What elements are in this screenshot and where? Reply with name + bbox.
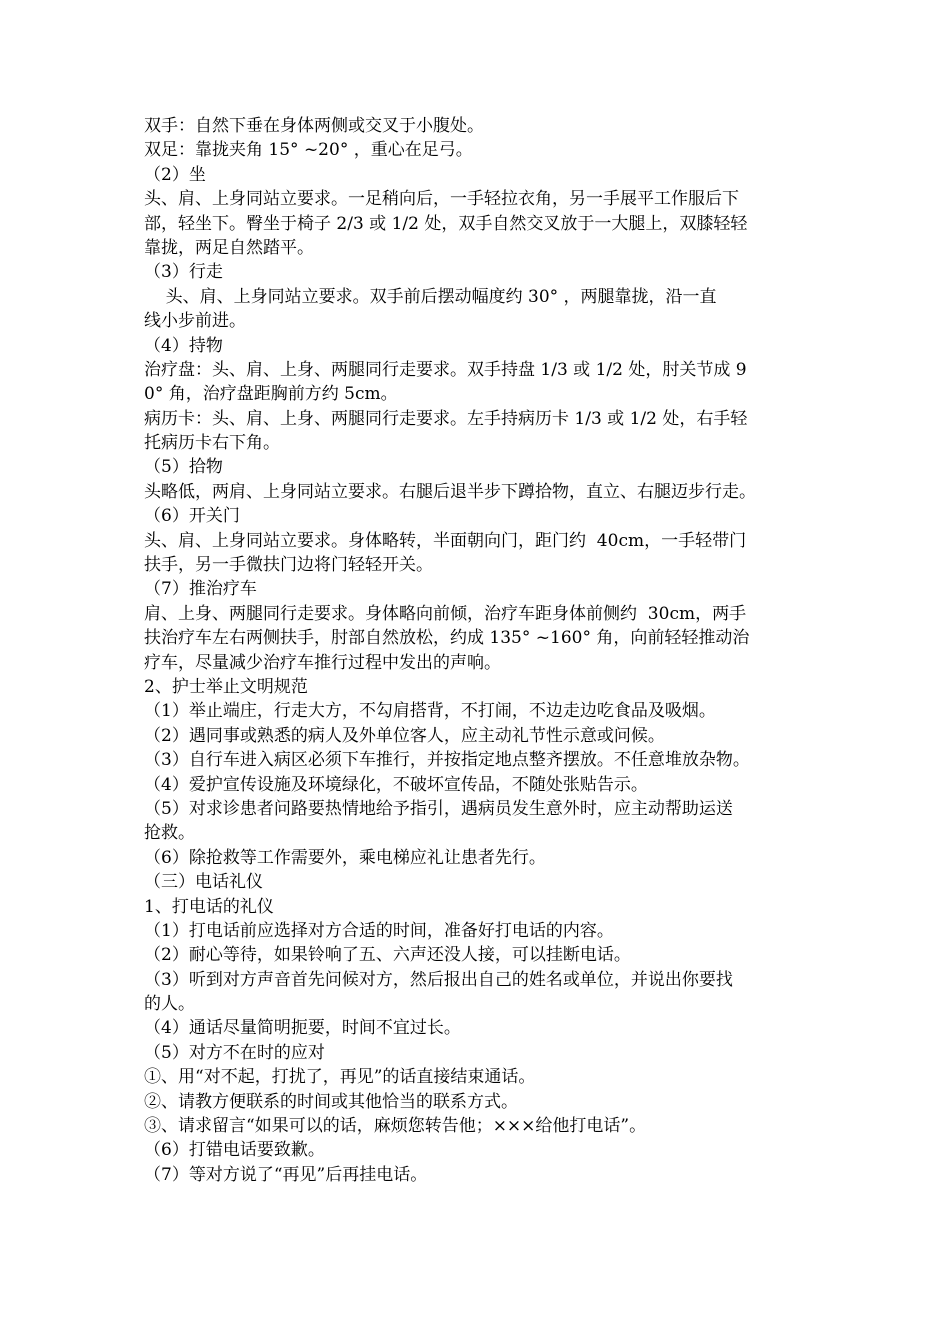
- text-line: 头、肩、上身同站立要求。身体略转，半面朝向门，距门约 40cm，一手轻带门: [144, 530, 747, 551]
- text-line: （6）除抢救等工作需要外，乘电梯应礼让患者先行。: [144, 847, 546, 868]
- text-line: ②、请教方便联系的时间或其他恰当的联系方式。: [144, 1091, 518, 1112]
- text-line: （2）遇同事或熟悉的病人及外单位客人，应主动礼节性示意或问候。: [144, 725, 665, 746]
- text-line: 扶治疗车左右两侧扶手，肘部自然放松，约成 135° ~160° 角，向前轻轻推动治: [144, 628, 750, 649]
- text-line: 病历卡：头、肩、上身、两腿同行走要求。左手持病历卡 1/3 或 1/2 处，右手轻: [144, 408, 748, 429]
- text-line: （2）耐心等待，如果铃响了五、六声还没人接，可以挂断电话。: [144, 945, 631, 966]
- text-line: 托病历卡右下角。: [144, 433, 280, 454]
- text-line: （三）电话礼仪: [144, 872, 263, 893]
- text-line: 0° 角，治疗盘距胸前方约 5cm。: [144, 384, 398, 405]
- text-line: 头、肩、上身同站立要求。一足稍向后，一手轻拉衣角，另一手展平工作服后下: [144, 189, 739, 210]
- text-line: （5）拾物: [144, 457, 223, 478]
- text-line: （6）开关门: [144, 506, 240, 527]
- text-line: 靠拢，两足自然踏平。: [144, 237, 314, 258]
- text-line: 2、护士举止文明规范: [144, 676, 308, 697]
- document-body: [144, 114, 824, 1187]
- text-line: 线小步前进。: [144, 311, 246, 332]
- text-line: 抢救。: [144, 823, 195, 844]
- text-line: （1）举止端庄，行走大方，不勾肩搭背，不打闹，不边走边吃食品及吸烟。: [144, 701, 716, 722]
- text-line: ①、用“对不起，打扰了，再见”的话直接结束通话。: [144, 1067, 536, 1088]
- text-line: 双足：靠拢夹角 15° ~20° ，重心在足弓。: [144, 140, 473, 161]
- text-line: 头、肩、上身同站立要求。双手前后摆动幅度约 30° ，两腿靠拢，沿一直: [144, 286, 717, 307]
- text-line: 双手：自然下垂在身体两侧或交叉于小腹处。: [144, 116, 484, 136]
- text-line: （5）对求诊患者问路要热情地给予指引，遇病员发生意外时，应主动帮助运送: [144, 798, 733, 819]
- text-line: 头略低，两肩、上身同站立要求。右腿后退半步下蹲拾物，直立、右腿迈步行走。: [144, 481, 756, 502]
- text-line: 部，轻坐下。臀坐于椅子 2/3 或 1/2 处，双手自然交叉放于一大腿上，双膝轻轻: [144, 213, 748, 234]
- text-line: （7）等对方说了“再见”后再挂电话。: [144, 1164, 428, 1185]
- text-line: （2）坐: [144, 164, 206, 185]
- text-line: 治疗盘：头、肩、上身、两腿同行走要求。双手持盘 1/3 或 1/2 处，肘关节成 9: [144, 359, 747, 380]
- text-line: （6）打错电话要致歉。: [144, 1140, 325, 1161]
- text-line: 肩、上身、两腿同行走要求。身体略向前倾，治疗车距身体前侧约 30cm，两手: [144, 603, 747, 624]
- text-line: （3）自行车进入病区必须下车推行，并按指定地点整齐摆放。不任意堆放杂物。: [144, 750, 750, 771]
- text-line: （7）推治疗车: [144, 579, 257, 600]
- text-line: 扶手，另一手微扶门边将门轻轻开关。: [144, 555, 433, 576]
- text-line: （3）行走: [144, 262, 223, 283]
- text-line: （4）爱护宣传设施及环境绿化，不破坏宣传品，不随处张贴告示。: [144, 774, 648, 795]
- text-line: （5）对方不在时的应对: [144, 1042, 325, 1063]
- text-line: （1）打电话前应选择对方合适的时间，准备好打电话的内容。: [144, 920, 614, 941]
- text-line: 的人。: [144, 994, 195, 1015]
- text-line: 疗车，尽量减少治疗车推行过程中发出的声响。: [144, 652, 501, 673]
- text-line: （3）听到对方声音首先问候对方，然后报出自己的姓名或单位，并说出你要找: [144, 969, 733, 990]
- text-line: （4）持物: [144, 335, 223, 356]
- text-line: ③、请求留言“如果可以的话，麻烦您转告他；×××给他打电话”。: [144, 1116, 647, 1137]
- text-line: 1、打电话的礼仪: [144, 896, 274, 917]
- text-line: （4）通话尽量简明扼要，时间不宜过长。: [144, 1018, 461, 1039]
